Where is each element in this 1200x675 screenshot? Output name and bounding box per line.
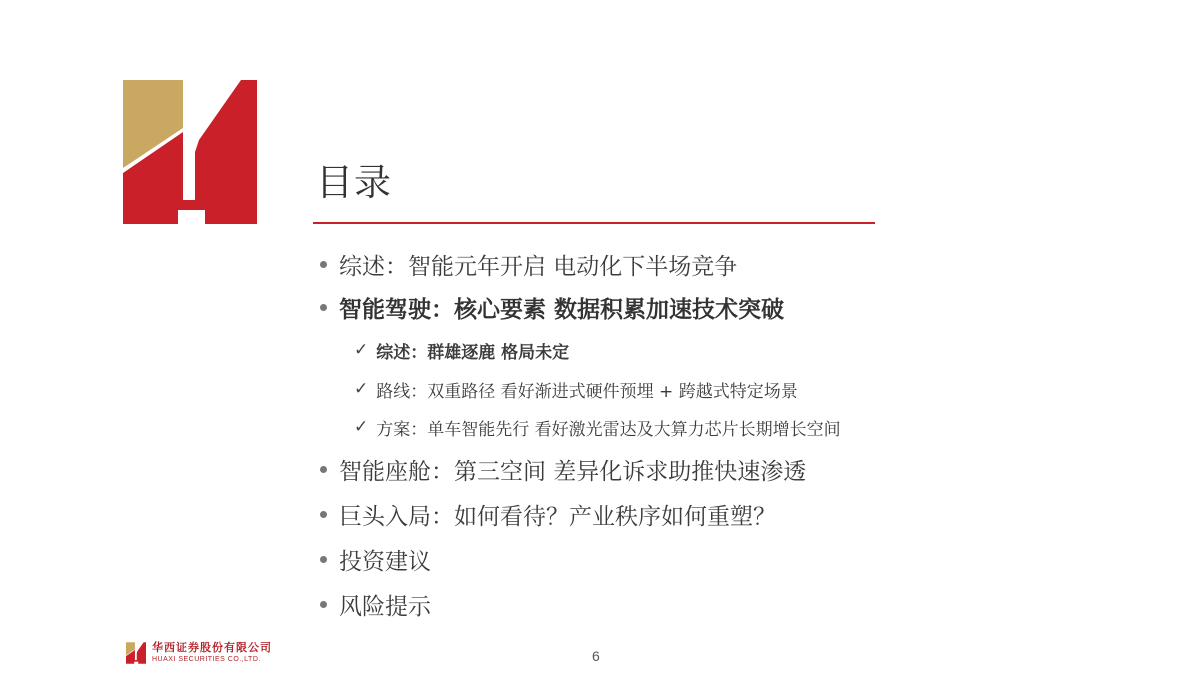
toc-item-label: 智能座舱：第三空间 差异化诉求助推快速渗透 <box>339 458 807 485</box>
toc-subitem-label: 方案：单车智能先行 看好激光雷达及大算力芯片长期增长空间 <box>376 419 841 440</box>
toc-subitem-label: 路线：双重路径 看好渐进式硬件预埋 + 跨越式特定场景 <box>376 381 798 402</box>
bullet-icon <box>320 556 327 563</box>
toc-item <box>318 284 841 330</box>
company-logo <box>123 80 257 224</box>
toc-item-label: 智能驾驶：核心要素 数据积累加速技术突破 <box>339 296 785 323</box>
toc-subitem <box>354 370 841 408</box>
bullet-icon <box>320 601 327 608</box>
bullet-icon <box>320 511 327 518</box>
toc-item <box>318 582 841 626</box>
toc-subitem <box>354 330 841 370</box>
toc-item-label: 巨头入局：如何看待？产业秩序如何重塑？ <box>339 503 776 530</box>
toc-item-label: 风险提示 <box>339 593 431 620</box>
checkmark-icon: ✓ <box>354 379 369 399</box>
toc-item-label: 投资建议 <box>339 548 431 575</box>
checkmark-icon: ✓ <box>354 417 369 437</box>
checkmark-icon: ✓ <box>354 340 369 360</box>
toc-item <box>318 492 841 536</box>
page-number: 6 <box>592 648 600 664</box>
table-of-contents <box>318 244 841 626</box>
toc-item <box>318 244 841 284</box>
toc-item <box>318 446 841 492</box>
toc-subitem-label: 综述：群雄逐鹿 格局未定 <box>376 342 570 363</box>
bullet-icon <box>320 261 327 268</box>
company-name-en: HUAXI SECURITIES CO.,LTD. <box>152 656 261 663</box>
bullet-icon <box>320 466 327 473</box>
page-title: 目录 <box>316 161 392 204</box>
title-divider <box>313 222 875 224</box>
toc-item <box>318 536 841 582</box>
company-name-cn: 华西证券股份有限公司 <box>152 641 272 654</box>
toc-item-label: 综述：智能元年开启 电动化下半场竞争 <box>339 253 738 280</box>
bullet-icon <box>320 304 327 311</box>
company-logo-small <box>126 640 146 666</box>
footer-logo <box>126 638 272 668</box>
toc-subitem <box>354 408 841 446</box>
